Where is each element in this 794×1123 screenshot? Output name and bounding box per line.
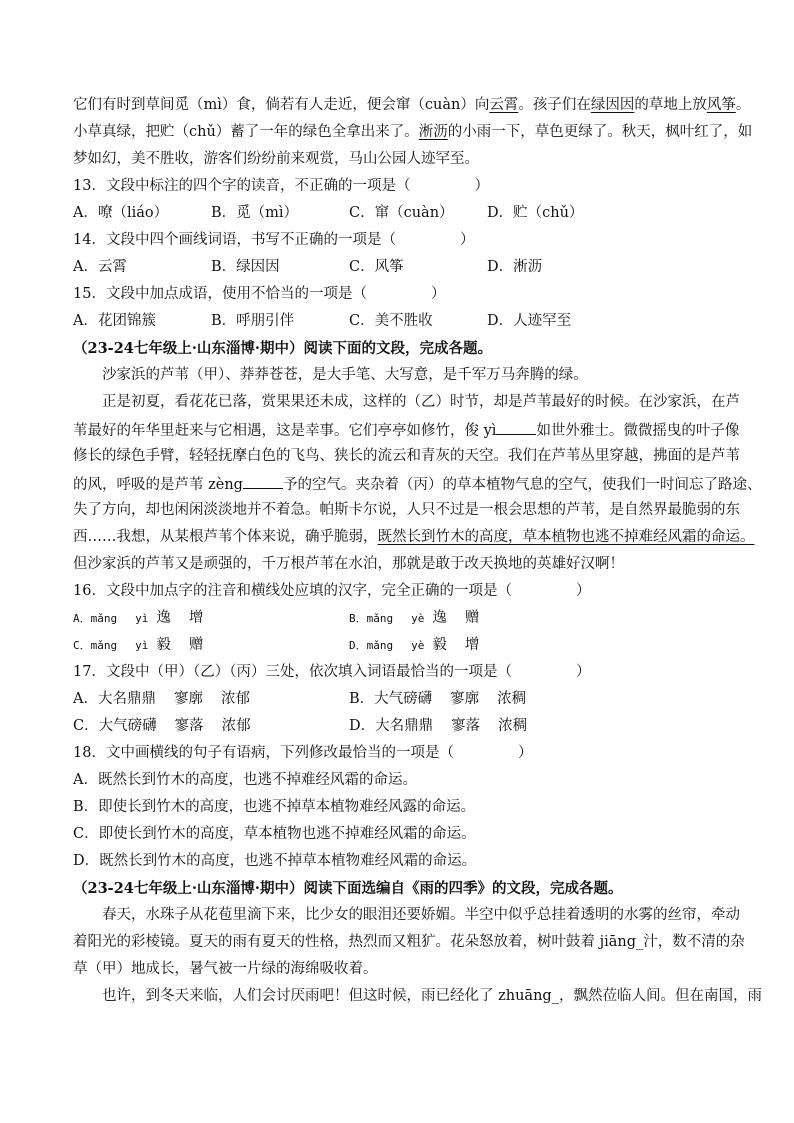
stem-text: 18．文中画横线的句子有语病，下列修改最恰当的一项是（ [73, 745, 454, 761]
passage3-line3: 草（甲）地成长，暑气被一片绿的海绵吸收着。 [73, 961, 378, 977]
text: 的小雨一下，草色更绿了。秋天，枫叶红了，如 [447, 124, 753, 140]
option-a[interactable]: A．既然长到竹木的高度，也逃不掉难经风霜的命运。 [73, 772, 417, 788]
passage3-line4: 也许，到冬天来临，人们会讨厌雨吧！但这时候，雨已经化了 zhuāng_，飘然莅临人间。但在南国，雨 [102, 988, 762, 1004]
option-c[interactable]: C．即使长到竹木的高度，草本植物也逃不掉难经风霜的命运。 [73, 826, 476, 842]
word: 寥落 [174, 718, 204, 734]
text: 小草真绿，把贮（chǔ）蓄了一年的绿色全拿出来了。 [73, 124, 419, 140]
section-3-heading: （23-24七年级上·山东淄博·期中）阅读下面选编自《雨的四季》的文段，完成各题。 [73, 880, 623, 897]
option-b[interactable]: B．即使长到竹木的高度，也逃不掉草本植物难经风露的命运。 [73, 799, 476, 815]
pinyin: D．mǎng [349, 639, 394, 652]
text: 它们有时到草间觅（mì）食，倘若有人走近，便会窜（cuàn）向 [73, 97, 490, 113]
passage3-line2: 着阳光的彩棱镜。夏天的雨有夏天的性格，热烈而又粗犷。花朵怒放着，树叶鼓着 jiāng_汁，数不清的杂 [73, 934, 745, 950]
text: 的草地上放 [634, 97, 707, 113]
passage3-line1: 春天，水珠子从花苞里滴下来，比少女的眼泪还要娇媚。半空中似乎总挂着透明的水雾的丝帘，牵动 [102, 907, 740, 923]
question-15-options [73, 308, 733, 335]
underlined-word: 绿因因 [590, 97, 635, 113]
fill-blank[interactable] [243, 470, 283, 489]
word: 寥落 [451, 718, 481, 734]
question-14-options [73, 254, 733, 281]
option-b[interactable]: B．呼朋引伴 [211, 313, 295, 329]
passage1-line1 [73, 92, 751, 119]
option-a[interactable]: A．云霄 [73, 259, 127, 275]
option-c[interactable]: C．窜（cuàn） [349, 205, 454, 221]
option-d[interactable] [349, 632, 625, 659]
stem-close: ） [474, 178, 489, 194]
underlined-word: 淅沥 [418, 124, 448, 140]
stem-close: ） [459, 232, 475, 248]
underlined-sentence: 既然长到竹木的高度，草本植物也逃不掉难经风霜的命运。 [377, 529, 755, 545]
stem-close: ） [575, 664, 591, 680]
pinyin: A．mǎng [73, 612, 118, 625]
option-d[interactable] [349, 713, 625, 740]
option-d[interactable]: D．既然长到竹木的高度，也逃不掉草本植物难经风霜的命运。 [73, 853, 477, 869]
passage2-line4: 修长的绿色手臂，轻轻抚摩白色的飞鸟、狭长的流云和青灰的天空。我们在芦苇丛里穿越，拂面的是芦苇 [73, 448, 740, 464]
char: 逸 [432, 610, 447, 626]
option-c[interactable] [73, 632, 349, 659]
stem-text: 17．文段中（甲）（乙）（丙）三处，依次填入词语最恰当的一项是（ [73, 664, 512, 680]
question-13-options [73, 200, 733, 227]
word: 浓稠 [497, 691, 527, 707]
stem-text: 16．文段中加点字的注音和横线处应填的汉字，完全正确的一项是（ [73, 583, 512, 599]
option-d[interactable]: D．贮（chǔ） [487, 205, 584, 221]
passage2-line1: 沙家浜的芦苇（甲）、莽莽苍苍，是大手笔、大写意，是千军万马奔腾的绿。 [102, 367, 588, 383]
pinyin: C．mǎng [73, 639, 118, 652]
word: B．大气磅礴 [349, 691, 433, 707]
underlined-word: 云霄 [489, 97, 519, 113]
passage2-line3 [73, 416, 740, 443]
word: 浓稠 [498, 718, 528, 734]
question-17-options-row2 [73, 713, 733, 740]
passage2-line2: 正是初夏，看花花已落，赏果果还未成，这样的（乙）时节，却是芦苇最好的时候。在沙家浜，在芦 [102, 394, 740, 410]
passage1-line2 [73, 119, 753, 146]
word: 浓郁 [220, 691, 250, 707]
pinyin: yì [135, 639, 149, 652]
word: 寥廓 [173, 691, 203, 707]
char: 增 [188, 610, 204, 626]
text: 如世外雅士。微微摇曳的叶子像 [536, 423, 740, 439]
text: 。孩子们在 [518, 97, 591, 113]
stem-text: 15．文段中加点成语，使用不恰当的一项是（ [73, 286, 367, 302]
char: 赠 [464, 610, 480, 626]
question-16-options-row1 [73, 605, 733, 632]
fill-blank[interactable] [496, 416, 536, 435]
text: 予的空气。夹杂着（丙）的草本植物气息的空气，使我们一时间忘了路途、 [282, 477, 762, 493]
char: 增 [464, 637, 480, 653]
text: 苇最好的年华里赶来与它相遇，这是幸事。它们亭亭如修竹，俊 yì [73, 423, 497, 439]
stem-close: ） [517, 745, 533, 761]
pinyin: yì [135, 612, 149, 625]
question-17-stem [73, 659, 733, 686]
passage2-line6: 失了方向，却也闲闲淡淡地并不着急。帕斯卡尔说，人只不过是一根会思想的芦苇，是自然界最脆弱的东 [73, 502, 740, 518]
option-c[interactable] [73, 713, 349, 740]
document-page [73, 92, 762, 1010]
stem-text: 14．文段中四个画线词语，书写不正确的一项是（ [73, 232, 396, 248]
stem-close: ） [575, 583, 591, 599]
question-18-stem [73, 740, 733, 767]
question-15-stem [73, 281, 733, 308]
option-a[interactable]: A．花团锦簇 [73, 313, 156, 329]
char: 毅 [156, 637, 171, 653]
word: 寥廓 [450, 691, 480, 707]
word: C．大气磅礴 [73, 718, 157, 734]
option-d[interactable]: D．淅沥 [487, 259, 543, 275]
question-17-options-row1 [73, 686, 733, 713]
word: A．大名鼎鼎 [73, 691, 156, 707]
pinyin: yè [411, 612, 425, 625]
char: 毅 [432, 637, 447, 653]
passage2-line7 [73, 524, 755, 551]
question-14-stem [73, 227, 733, 254]
option-b[interactable]: B．觅（mì） [211, 205, 299, 221]
pinyin: B．mǎng [349, 612, 394, 625]
option-c[interactable]: C．美不胜收 [349, 313, 433, 329]
stem-close: ） [430, 286, 446, 302]
question-13-stem [73, 173, 733, 200]
question-16-stem [73, 578, 733, 605]
option-a[interactable] [73, 686, 349, 713]
option-a[interactable] [73, 605, 349, 632]
char: 赠 [188, 637, 204, 653]
option-b[interactable] [349, 605, 625, 632]
stem-text: 13．文段中标注的四个字的读音，不正确的一项是（ [73, 178, 411, 194]
option-c[interactable]: C．风筝 [349, 259, 404, 275]
underlined-word: 风筝 [706, 97, 736, 113]
word: 浓郁 [221, 718, 251, 734]
passage1-line3: 梦如幻，美不胜收，游客们纷纷前来观赏，马山公园人迹罕至。 [73, 151, 479, 167]
pinyin: yè [411, 639, 425, 652]
text: 西……我想，从某根芦苇个体来说，确乎脆弱， [73, 529, 378, 545]
text: 的风，呼吸的是芦苇 zèng [73, 477, 243, 493]
option-b[interactable]: B．绿因因 [211, 259, 280, 275]
option-d[interactable]: D．人迹罕至 [487, 313, 572, 329]
passage2-line8: 但沙家浜的芦苇又是顽强的，千万根芦苇在水泊，那就是敢于改天换地的英雄好汉啊！ [73, 556, 624, 572]
word: D．大名鼎鼎 [349, 718, 434, 734]
option-a[interactable]: A．嘹（liáo） [73, 205, 169, 221]
char: 逸 [156, 610, 171, 626]
option-b[interactable] [349, 686, 625, 713]
text: 。 [735, 97, 751, 113]
question-16-options-row2 [73, 632, 733, 659]
section-2-heading: （23-24七年级上·山东淄博·期中）阅读下面的文段，完成各题。 [73, 340, 492, 357]
passage2-line5 [73, 470, 762, 497]
